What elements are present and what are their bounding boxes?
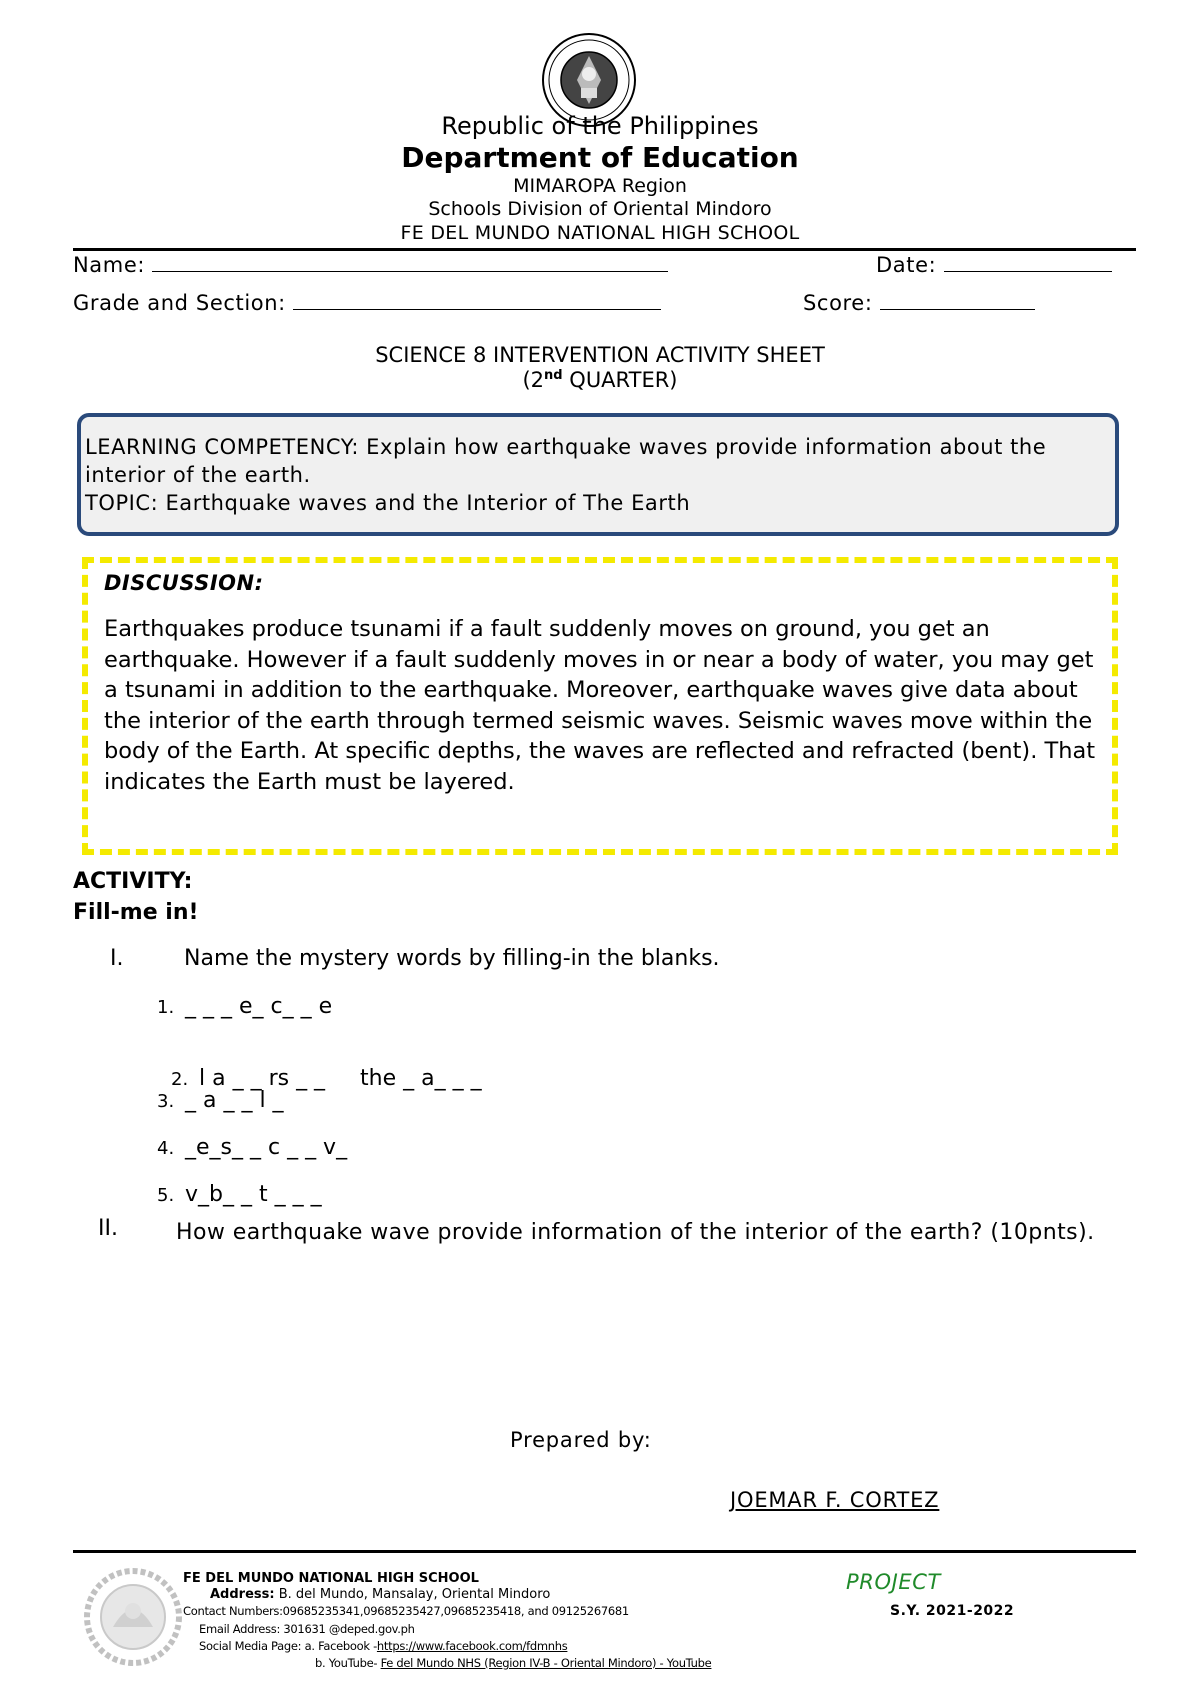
school-heading: FE DEL MUNDO NATIONAL HIGH SCHOOL	[400, 222, 800, 244]
activity-heading: ACTIVITY:	[73, 869, 193, 894]
footer-social-label: Social Media Page: a. Facebook -	[199, 1639, 377, 1653]
item-number: 5.	[157, 1185, 175, 1206]
footer-address-label: Address:	[210, 1587, 275, 1602]
grade-section-label: Grade and Section:	[73, 291, 286, 315]
school-logo-icon	[83, 1567, 183, 1667]
footer-youtube	[315, 1656, 711, 1670]
list-item[interactable]	[157, 994, 332, 1019]
list-item[interactable]	[157, 1088, 284, 1113]
activity-subheading: Fill-me in!	[73, 900, 199, 925]
score-label: Score:	[803, 291, 873, 315]
grade-section-field[interactable]	[73, 289, 661, 315]
footer-divider	[73, 1550, 1136, 1553]
item-number: 1.	[157, 997, 175, 1018]
part-one-instruction: Name the mystery words by filling-in the blanks.	[184, 946, 720, 971]
item-puzzle: _e_s_ _ c _ _ v_	[185, 1135, 348, 1160]
score-blank[interactable]	[880, 289, 1035, 310]
discussion-title: DISCUSSION:	[104, 571, 264, 595]
name-field[interactable]	[73, 251, 668, 277]
footer-social	[199, 1639, 567, 1653]
grade-section-blank[interactable]	[293, 289, 661, 310]
quarter-suffix: nd	[544, 368, 563, 383]
learning-competency-text	[85, 433, 1105, 517]
part-two-number: II.	[98, 1216, 118, 1241]
department-heading: Department of Education	[401, 141, 799, 174]
footer-address	[210, 1587, 550, 1602]
quarter-number: (2	[522, 368, 545, 392]
republic-heading: Republic of the Philippines	[441, 112, 759, 140]
quarter-word: QUARTER)	[562, 368, 678, 392]
discussion-body: Earthquakes produce tsunami if a fault suddenly moves on ground, you get an earthquake. However if a fault suddenly moves in or near a body of water, you may get a tsunami in addition to the earthquake. Moreover, earthquake waves give data about the interior of the earth through termed seismic waves. Seismic waves move within the body of the Earth. At specific depths, the waves are reflected and refracted (bent). That indicates the Earth must be layered.	[104, 616, 1096, 795]
preparer-name: JOEMAR F. CORTEZ	[730, 1488, 940, 1512]
division-heading: Schools Division of Oriental Mindoro	[428, 198, 772, 220]
sheet-title: SCIENCE 8 INTERVENTION ACTIVITY SHEET	[375, 343, 825, 367]
date-field[interactable]	[876, 251, 1112, 277]
school-year: S.Y. 2021-2022	[890, 1603, 1015, 1619]
footer-email: Email Address: 301631 @deped.gov.ph	[199, 1622, 415, 1636]
footer-address-value: B. del Mundo, Mansalay, Oriental Mindoro	[274, 1587, 551, 1602]
project-label: PROJECT	[846, 1570, 941, 1594]
date-blank[interactable]	[944, 251, 1112, 272]
name-blank[interactable]	[152, 251, 668, 272]
list-item[interactable]	[157, 1182, 322, 1207]
item-number: 3.	[157, 1091, 175, 1112]
item-number: 2.	[171, 1069, 189, 1090]
name-label: Name:	[73, 253, 146, 277]
footer-school-name: FE DEL MUNDO NATIONAL HIGH SCHOOL	[183, 1571, 479, 1586]
part-one	[110, 946, 720, 971]
list-item[interactable]	[157, 1135, 347, 1160]
topic: TOPIC: Earthquake waves and the Interior of The Earth	[85, 491, 691, 515]
item-puzzle: _ a _ _ l _	[185, 1088, 284, 1113]
footer-contact: Contact Numbers:09685235341,09685235427,09685235418, and 09125267681	[183, 1604, 629, 1618]
item-puzzle: v_b_ _ t _ _ _	[185, 1182, 322, 1207]
date-label: Date:	[876, 253, 937, 277]
item-puzzle: l a _ _ rs _ _ the _ a_ _ _	[199, 1066, 482, 1091]
learning-competency: LEARNING COMPETENCY: Explain how earthquake waves provide information about the interior of the earth.	[85, 435, 1047, 487]
score-field[interactable]	[803, 289, 1035, 315]
facebook-link[interactable]: https://www.facebook.com/fdmnhs	[376, 1639, 568, 1653]
quarter-subtitle	[0, 368, 1200, 392]
part-two-question: How earthquake wave provide information of the interior of the earth? (10pnts).	[176, 1220, 1095, 1245]
prepared-by-label: Prepared by:	[510, 1428, 652, 1452]
part-one-number: I.	[110, 946, 124, 971]
youtube-link[interactable]: Fe del Mundo NHS (Region IV-B - Oriental Mindoro) - YouTube	[380, 1656, 712, 1670]
region-heading: MIMAROPA Region	[513, 175, 687, 197]
item-number: 4.	[157, 1138, 175, 1159]
item-puzzle: _ _ _ e_ c_ _ e	[185, 994, 333, 1019]
youtube-label: b. YouTube-	[315, 1656, 381, 1670]
list-item[interactable]	[157, 1041, 482, 1091]
